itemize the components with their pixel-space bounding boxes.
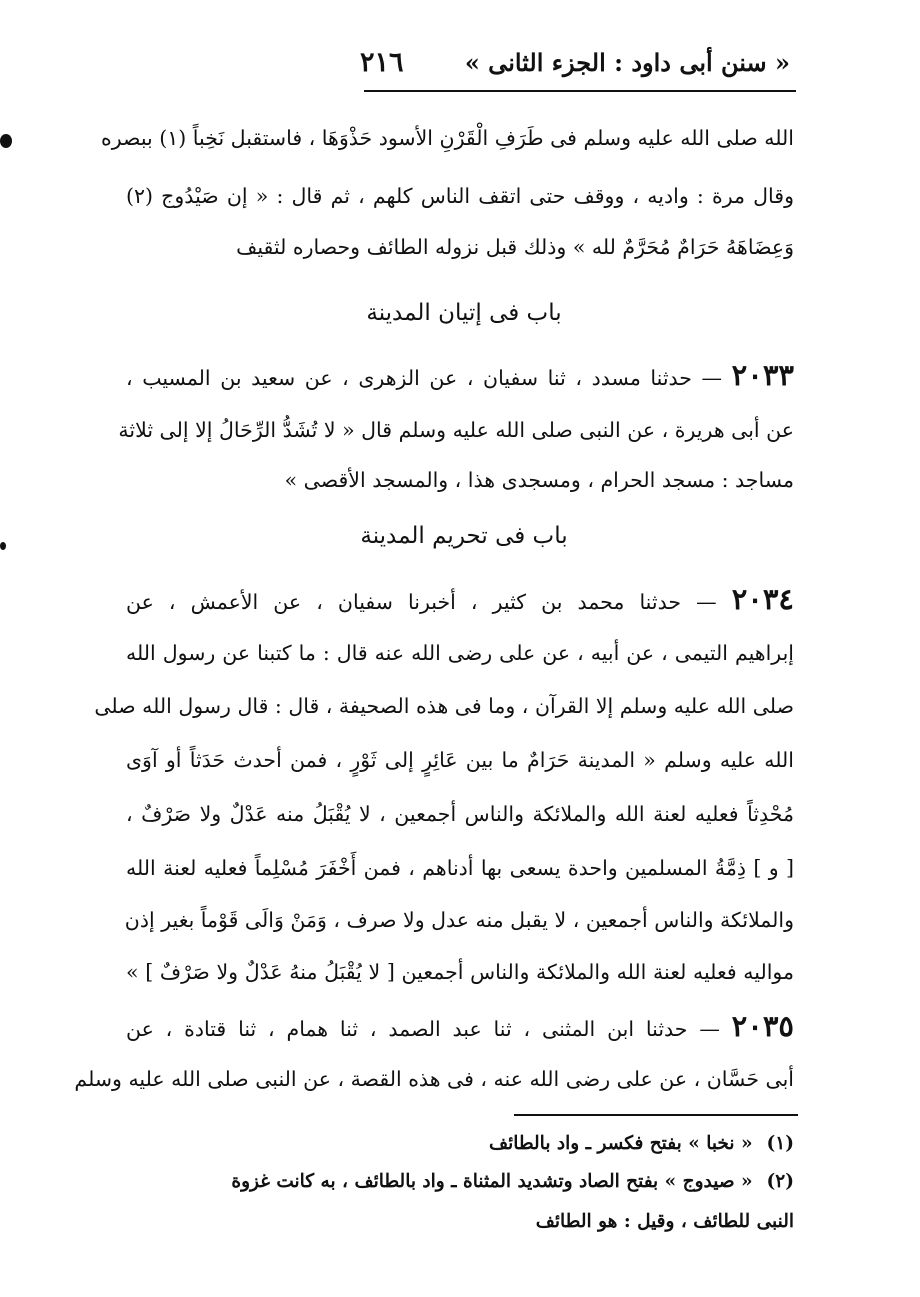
footnote-text: النبى للطائف ، وقيل : هو الطائف [535,1211,794,1232]
header-rule [364,90,796,92]
text-line: مواليه فعليه لعنة الله والملائكة والناس أجمعين [ لا يُقْبَلُ منهُ عَدْلٌ ولا صَرْفٌ ] » [126,960,794,984]
text-line: مساجد : مسجد الحرام ، ومسجدى هذا ، والمسجد الأقصى » [284,468,794,492]
text-line: صلى الله عليه وسلم إلا القرآن ، وما فى هذه الصحيفة ، قال : قال رسول الله صلى [94,694,794,718]
footnote-marker: (٢) [766,1171,794,1192]
hadith-text: — حدثنا مسدد ، ثنا سفيان ، عن الزهرى ، عن سعيد بن المسيب ، [126,366,723,390]
section-heading: باب فى تحريم المدينة [360,523,568,549]
footnote-marker: (١) [766,1133,794,1154]
hadith-2033-line [126,353,794,397]
text-line: [ و ] ذِمَّةُ المسلمين واحدة يسعى بها أدناهم ، فمن أَخْفَرَ مُسْلِماً فعليه لعنة الله [126,856,794,880]
footnote [126,1126,794,1162]
text-line: وقال مرة : واديه ، ووقف حتى اتقف الناس كلهم ، ثم قال : « إن صَيْدُوج (٢) [126,184,794,208]
hadith-number: ٢٠٣٥ [731,1009,794,1043]
section-heading: باب فى إتيان المدينة [366,300,562,326]
text-line: أبى حَسَّان ، عن على رضى الله عنه ، فى هذه القصة ، عن النبى صلى الله عليه وسلم [74,1067,794,1091]
scan-mark [0,134,12,148]
footnote-text: « صيدوج » بفتح الصاد وتشديد المثناة ـ واد بالطائف ، به كانت غزوة [231,1171,753,1192]
page-header [360,44,790,80]
running-title: « سنن أبى داود : الجزء الثانى » [464,47,790,77]
scan-mark [0,542,6,550]
text-line: وَعِضَاهَهُ حَرَامٌ مُحَرَّمٌ لله » وذلك قبل نزوله الطائف وحصاره لثقيف [236,235,794,259]
text-line: والملائكة والناس أجمعين ، لا يقبل منه عدل ولا صرف ، وَمَنْ وَالَى قَوْماً بغير إذن [124,908,794,932]
hadith-2035-line [126,1004,794,1048]
footnote-text: « نخبا » بفتح فكسر ـ واد بالطائف [488,1133,753,1154]
hadith-number: ٢٠٣٣ [731,358,794,392]
text-line: إبراهيم التيمى ، عن أبيه ، عن على رضى الله عنه قال : ما كتبنا عن رسول الله [126,641,794,665]
hadith-text: — حدثنا ابن المثنى ، ثنا عبد الصمد ، ثنا همام ، ثنا قتادة ، عن [126,1017,720,1041]
footnote [126,1204,794,1240]
text-line: عن أبى هريرة ، عن النبى صلى الله عليه وسلم قال « لا تُشَدُّ الرِّحَالُ إلا إلى ثلاثة [118,418,794,442]
footnote-rule [514,1114,798,1116]
page-number: ٢١٦ [360,46,404,78]
hadith-number: ٢٠٣٤ [731,582,794,616]
text-line: الله صلى الله عليه وسلم فى طَرَفِ الْقَرْنِ الأسود حَذْوَهَا ، فاستقبل نَخِباً (١) ببصره [101,126,794,150]
footnote [126,1164,794,1200]
hadith-text: — حدثنا محمد بن كثير ، أخبرنا سفيان ، عن الأعمش ، عن [126,590,717,614]
text-line: الله عليه وسلم « المدينة حَرَامٌ ما بين عَائِرٍ إلى ثَوْرٍ ، فمن أحدث حَدَثاً أو آوَى [126,748,794,772]
text-line: مُحْدِثاً فعليه لعنة الله والملائكة والناس أجمعين ، لا يُقْبَلُ منه عَدْلٌ ولا صَرْفٌ ، [126,802,794,826]
hadith-2034-line [126,577,794,621]
